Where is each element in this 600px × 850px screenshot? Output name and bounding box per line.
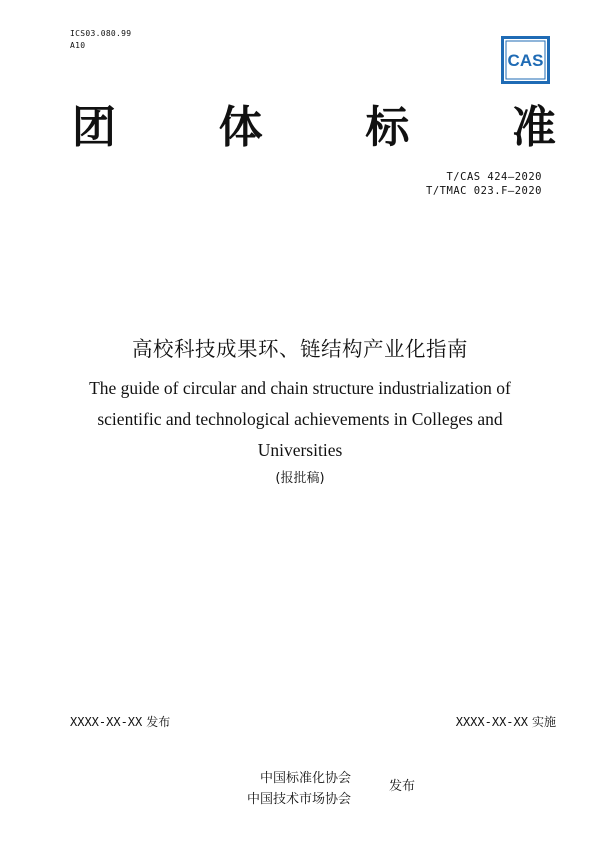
standard-code-secondary: T/TMAC 023.F—2020 [426,185,542,197]
classification-codes [70,28,131,52]
standard-codes [426,170,542,198]
document-type-heading [72,102,556,154]
ccs-code: A10 [70,41,86,50]
release-label: 发布 [146,715,171,729]
implementation-date-block [456,714,556,730]
doc-type-char: 体 [218,102,263,153]
cas-logo-icon [501,36,550,84]
doc-type-char: 团 [72,102,116,153]
issue-label: 发布 [389,779,416,794]
release-date: XXXX-XX-XX [70,715,143,729]
draft-status: (报批稿) [275,471,325,486]
issuer-org: 中国技术市场协会 [247,792,352,807]
title-english [0,373,600,466]
release-date-block [70,714,170,730]
title-chinese: 高校科技成果环、链结构产业化指南 [132,337,468,361]
implementation-date: XXXX-XX-XX [455,715,528,729]
title-english-line: scientific and technological achievements in Colleges and [97,409,503,429]
title-english-line: Universities [257,440,343,460]
ics-code: ICS03.080.99 [70,29,132,38]
cas-logo-text: CAS [507,51,544,70]
doc-type-char: 准 [511,102,556,153]
issuer-org: 中国标准化协会 [260,771,352,786]
implementation-label: 实施 [531,715,556,729]
standard-code-primary: T/CAS 424—2020 [446,171,542,183]
doc-type-char: 标 [365,102,410,153]
issuing-organizations [247,768,351,810]
cas-logo [501,36,550,84]
title-english-line: The guide of circular and chain structure industrialization of [89,378,511,398]
